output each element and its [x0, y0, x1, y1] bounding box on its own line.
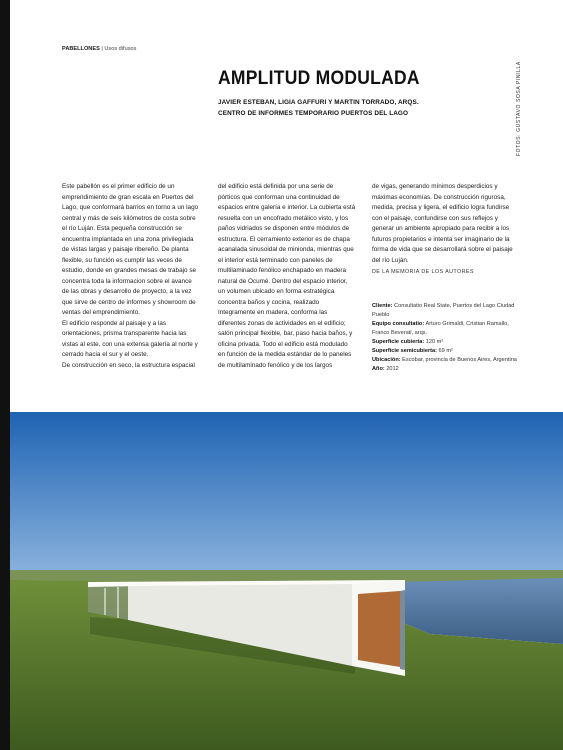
building-glass — [400, 590, 405, 670]
section-name: PABELLONES — [62, 46, 100, 52]
section-sub: Usos difusos — [104, 46, 137, 52]
paragraph: de vigas, generando mínimos desperdicios y máximas economías. De construcción rigurosa, medida, precisa y ligera, el edificio logra fundirse con el paisaje, confundirse con sus reflejos y generar un ambiente apropiado para recibir a los futuros propietarios e intenta ser imaginario de la forma de vida que se desarrollará sobre el paisaje del río Luján. — [372, 183, 513, 264]
body-column-3 — [372, 182, 520, 374]
article-title: AMPLITUD MODULADA — [218, 68, 420, 89]
article-subtitle: CENTRO DE INFORMES TEMPORARIO PUERTOS DEL LAGO — [218, 110, 409, 117]
body-column-2 — [218, 182, 356, 371]
photo-credit: FOTOS: GUSTAVO SOSA PINILLA — [516, 61, 522, 156]
paragraph: del edificio está definida por una serie de pórticos que conforman una continuidad de espacios entre galería e interior. La cubierta está resuelta con un encofrado metálico visto, y los paños vidriados se disponen entre módulos de estructura. El cerramiento exterior es de chapa acanalada sinusoidal de miniondа, mientras que el interior está terminado con paneles de multilaminado fenólico enchapado en madera natural de Ocumé. Dentro del espacio interior, un volumen ubicado en forma estratégica concentra baños y cocina, realizado íntegramente en madera, conforma las diferentes zonas de actividades en el edificio; salón principal flexible, bar, paso hacia baños, y oficina privada. Todo el edificio está modulado en función de la medida estándar de lo paneles de multilaminado fenólico y de los largos — [218, 183, 356, 369]
pavilion-illustration — [10, 412, 563, 750]
page-edge-bar — [0, 0, 10, 750]
pavilion-photo — [10, 412, 563, 750]
article-authors: JAVIER ESTEBAN, LIGIA GAFFURI Y MARTIN TORRADO, ARQS. — [218, 99, 419, 106]
body-column-1 — [62, 182, 200, 371]
paragraph: De construcción en seco, la estructura espacial — [62, 361, 195, 369]
building-interior — [358, 591, 400, 667]
memory-attribution: DE LA MEMORIA DE LOS AUTORES — [372, 269, 474, 275]
section-header: PABELLONES | Usos difusos — [62, 46, 137, 52]
sky — [10, 412, 563, 582]
project-facts: Cliente: Consultatio Real State, Puertos del Lago Ciudad Pueblo Equipo consultatio: Arturo Grimaldi, Cristian Ramallo, Franco Beverati, arqs. Superficie cubierta: 120 m² Superficie semicubierta: 69 m² Ubicación: Escobar, provincia de Buenos Aires, Argentina Año: 2012 — [372, 302, 517, 372]
paragraph: Este pabellón es el primer edificio de un emprendimiento de gran escala en Puertos del Lago, que conformará barrios en torno a un lago central y más de seis kilómetros de costa sobre el río Luján. Esta pequeña construcción se encuentra implantada en una zona privilegiada de vistas largas y paisaje ribereño. De planta flexible, su función es cumplir las veces de estudio, donde en grandes mesas de trabajo se concentra toda la informacion sobre el avance de las obras y desarrollo de proyecto, a la vez que sirve de centro de informes y showroom de ventas del emprendimiento. — [62, 183, 199, 316]
paragraph: El edificio responde al paisaje y a las orientaciones, prisma transparente hacia las vistas al este, con una extensa galería al norte y cerrado hacia el sur y el oeste. — [62, 319, 198, 358]
